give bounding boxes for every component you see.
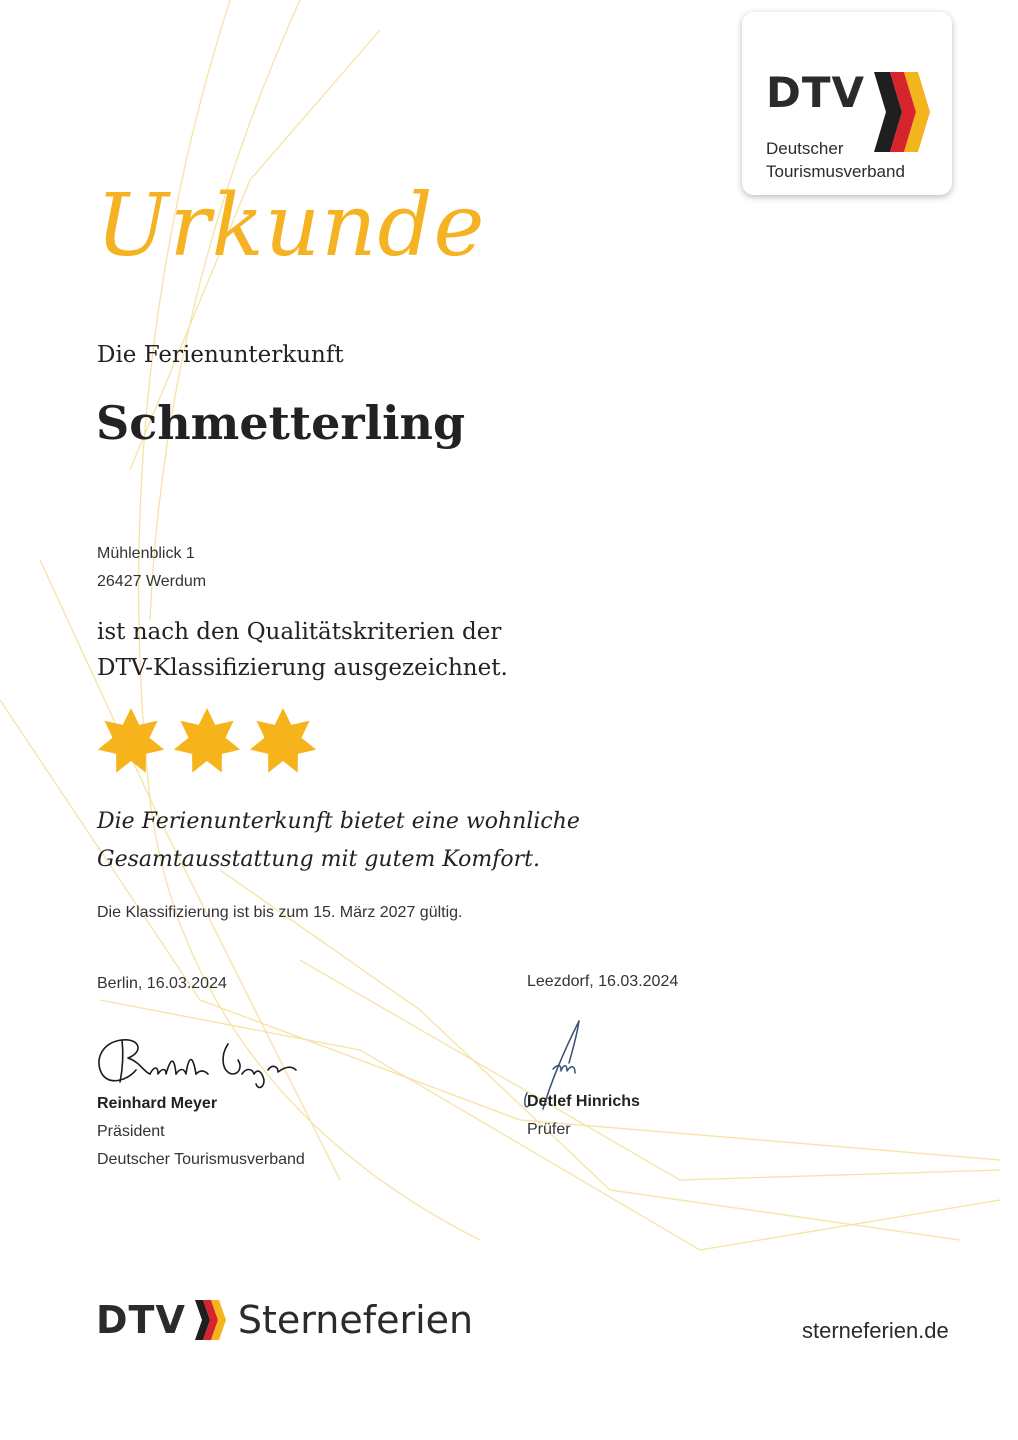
logo-acronym: DTV: [766, 68, 866, 117]
signer-right: [527, 1088, 640, 1144]
description-line2: Gesamtausstattung mit gutem Komfort.: [97, 847, 541, 872]
rating-description: [97, 803, 580, 879]
statement-line2: DTV-Klassifizierung ausgezeichnet.: [97, 655, 508, 681]
logo-name-line1: Deutscher: [766, 139, 844, 158]
footer-acronym: DTV: [96, 1298, 186, 1342]
star-rating: [96, 707, 318, 777]
star-icon: [172, 707, 242, 777]
signer-right-name: Detlef Hinrichs: [527, 1093, 640, 1110]
intro-text: Die Ferienunterkunft: [97, 342, 344, 368]
dtv-logo: [742, 12, 952, 195]
chevrons-icon: [194, 1299, 228, 1341]
signer-right-role: Prüfer: [527, 1121, 571, 1138]
address-city: 26427 Werdum: [97, 573, 207, 590]
validity-text: Die Klassifizierung ist bis zum 15. März 2027 gültig.: [97, 904, 463, 921]
website-link[interactable]: sterneferien.de: [802, 1318, 949, 1343]
property-name: Schmetterling: [96, 396, 466, 450]
statement-line1: ist nach den Qualitätskriterien der: [97, 619, 502, 645]
place-date-left: Berlin, 16.03.2024: [97, 975, 227, 992]
footer-brand: Sterneferien: [237, 1298, 474, 1342]
signer-left-role: Präsident: [97, 1123, 165, 1140]
logo-name-line2: Tourismusverband: [766, 162, 905, 181]
star-icon: [248, 707, 318, 777]
star-icon: [96, 707, 166, 777]
footer-logo: [96, 1298, 473, 1342]
address: [97, 540, 206, 596]
address-street: Mühlenblick 1: [97, 545, 195, 562]
description-line1: Die Ferienunterkunft bietet eine wohnliche: [97, 809, 580, 834]
place-date-right: Leezdorf, 16.03.2024: [527, 973, 679, 990]
signer-left: [97, 1090, 305, 1174]
logo-name: [766, 137, 905, 183]
signer-left-name: Reinhard Meyer: [97, 1095, 218, 1112]
certificate-title: Urkunde: [96, 176, 486, 276]
classification-statement: [97, 614, 508, 686]
signature-reinhard-meyer: [92, 1030, 307, 1092]
signer-left-organization: Deutscher Tourismusverband: [97, 1151, 305, 1168]
